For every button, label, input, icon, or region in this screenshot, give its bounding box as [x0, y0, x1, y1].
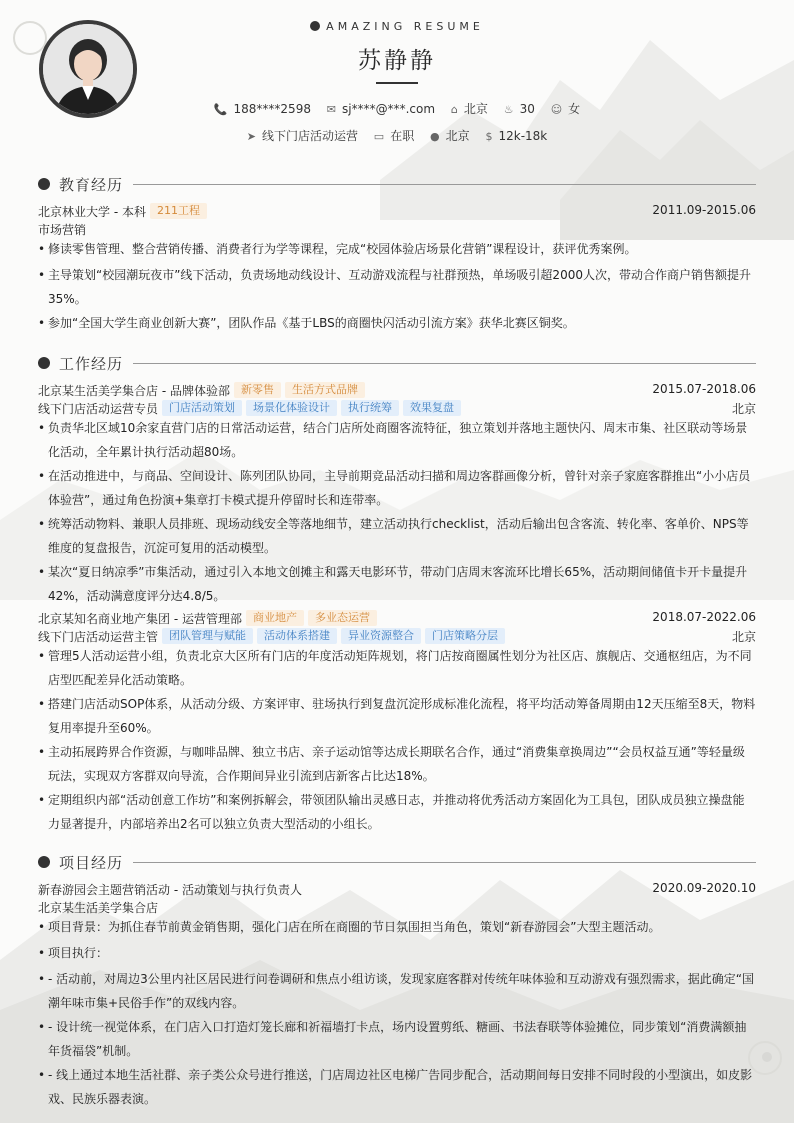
intent-status: ▭ 在职	[373, 129, 415, 143]
list-item: • 定期组织内部“活动创意工作坊”和案例拆解会，带领团队输出灵感日志，并推动将优秀活动方案固化为工具包，团队成员独立操盘能力显著提升，内部培养出2名可以独立负责大型活动的小组长。	[38, 793, 745, 831]
list-item: • 在活动推进中，与商品、空间设计、陈列团队协同，主导前期竞品活动扫描和周边客群画像分析，曾针对亲子家庭客群推出“小小店员体验营”，通过角色扮演+集章打卡模式提升停留时长和连带率。	[38, 469, 751, 507]
section-divider	[133, 363, 756, 364]
school-title: 北京林业大学 - 本科	[38, 205, 146, 219]
skill-tag: 异业资源整合	[341, 628, 421, 644]
skill-tag: 活动体系搭建	[257, 628, 337, 644]
section-project: 项目经历	[38, 852, 756, 872]
list-item: • 负责华北区域10余家直营门店的日常活动运营，结合门店所处商圈客流特征，独立策划并落地主题快闪、周末市集、社区联动等场景化活动，全年累计执行活动超80场。	[38, 421, 748, 459]
job-intent-row	[0, 127, 794, 144]
skill-tag: 场景化体验设计	[246, 400, 337, 416]
company-title: 北京某生活美学集合店 - 品牌体验部	[38, 384, 230, 398]
skill-tag: 效果复盘	[403, 400, 461, 416]
list-item: • 主导策划“校园潮玩夜市”线下活动，负责场地动线设计、互动游戏流程与社群预热，单场吸引超2000人次，带动合作商户销售额提升35%。	[38, 268, 751, 306]
list-item: • 某次“夏日纳凉季”市集活动，通过引入本地文创摊主和露天电影环节，带动门店周末客流环比增长65%，活动期间储值卡开卡量提升42%，活动满意度评分达4.8/5。	[38, 565, 748, 603]
list-item: • 主动拓展跨界合作资源，与咖啡品牌、独立书店、亲子运动馆等达成长期联名合作，通过“消费集章换周边”“会员权益互通”等轻量级玩法，实现双方客群双向导流，合作期间异业引流到店新客占比达18%。	[38, 745, 745, 783]
company-tag: 多业态运营	[308, 610, 377, 626]
gender-icon: ☺	[550, 103, 563, 116]
project-header	[38, 881, 756, 897]
list-item: • 项目执行：	[38, 946, 109, 960]
list-item: • - 设计统一视觉体系，在门店入口打造灯笼长廊和祈福墙打卡点，场内设置剪纸、糖画、书法春联等体验摊位，同步策划“消费满额抽年货福袋”机制。	[38, 1020, 747, 1058]
list-item: • 管理5人活动运营小组，负责北京大区所有门店的年度活动矩阵规划，将门店按商圈属性划分为社区店、旗舰店、交通枢纽店，为不同店型匹配差异化活动策略。	[38, 649, 752, 687]
education-header	[38, 203, 756, 219]
list-item: • 搭建门店活动SOP体系，从活动分级、方案评审、驻场执行到复盘沉淀形成标准化流程，将平均活动筹备周期由12天压缩至8天，物料复用率提升至60%。	[38, 697, 756, 735]
work-date: 2018.07-2022.06	[652, 610, 756, 624]
skill-tag: 门店活动策划	[162, 400, 242, 416]
list-item: • 统筹活动物料、兼职人员排班、现场动线安全等落地细节，建立活动执行checklist，活动后输出包含客流、转化率、客单价、NPS等维度的复盘报告，沉淀可复用的活动模型。	[38, 517, 749, 555]
location-icon: ●	[430, 130, 440, 143]
school-tag: 211工程	[150, 203, 207, 219]
contact-row	[0, 100, 794, 117]
work-header-1	[38, 382, 756, 398]
mail-icon: ✉	[326, 103, 337, 116]
intent-city: ● 北京	[430, 129, 470, 143]
contact-phone: 📞 188****2598	[213, 102, 311, 116]
salary-icon: $	[485, 130, 493, 143]
briefcase-icon: ▭	[373, 130, 385, 143]
name-underline	[376, 82, 418, 84]
contact-email: ✉ sj****@***.com	[326, 102, 436, 116]
home-icon: ⌂	[450, 103, 458, 116]
skill-tag: 团队管理与赋能	[162, 628, 253, 644]
education-date: 2011.09-2015.06	[652, 203, 756, 217]
work-city: 北京	[731, 402, 756, 416]
company-title: 北京某知名商业地产集团 - 运营管理部	[38, 612, 242, 626]
phone-icon: 📞	[213, 103, 228, 116]
skill-tag: 门店策略分层	[425, 628, 505, 644]
list-item: • 项目背景：为抓住春节前黄金销售期，强化门店在所在商圈的节日氛围担当角色，策划“新春游园会”大型主题活动。	[38, 920, 661, 934]
work-role-1	[38, 400, 756, 416]
section-work: 工作经历	[38, 353, 756, 373]
section-dot-icon	[38, 178, 50, 190]
project-title: 新春游园会主题营销活动 - 活动策划与执行负责人	[38, 883, 302, 897]
badge-dot-icon	[310, 21, 320, 31]
skill-tag: 执行统筹	[341, 400, 399, 416]
section-divider	[133, 184, 756, 185]
role-title: 线下门店活动运营主管	[38, 630, 159, 644]
intent-position: ➤ 线下门店活动运营	[246, 129, 358, 143]
project-org: 北京某生活美学集合店	[38, 901, 159, 915]
candidate-name: 苏静静	[358, 48, 436, 74]
list-item: • 参加“全国大学生商业创新大赛”，团队作品《基于LBS的商圈快闪活动引流方案》获华北赛区铜奖。	[38, 316, 575, 330]
section-education: 教育经历	[38, 174, 756, 194]
company-tag: 新零售	[234, 382, 281, 398]
education-major: 市场营销	[38, 223, 87, 237]
cake-icon: ♨	[503, 103, 514, 116]
contact-hometown: ⌂ 北京	[450, 102, 488, 116]
section-dot-icon	[38, 357, 50, 369]
contact-gender: ☺ 女	[550, 102, 581, 116]
work-date: 2015.07-2018.06	[652, 382, 756, 396]
role-title: 线下门店活动运营专员	[38, 402, 159, 416]
target-icon: ➤	[246, 130, 256, 143]
work-role-2	[38, 628, 756, 644]
contact-age: ♨ 30	[503, 102, 535, 116]
section-divider	[133, 862, 756, 863]
work-city: 北京	[731, 630, 756, 644]
list-item: • - 线上通过本地生活社群、亲子类公众号进行推送，门店周边社区电梯广告同步配合，活动期间每日安排不同时段的小型演出，如皮影戏、民族乐器表演。	[38, 1068, 753, 1106]
list-item: • 修读零售管理、整合营销传播、消费者行为学等课程，完成“校园体验店场景化营销”课程设计，获评优秀案例。	[38, 242, 637, 256]
intent-salary: $ 12k-18k	[485, 129, 548, 143]
project-date: 2020.09-2020.10	[652, 881, 756, 895]
list-item: • - 活动前，对周边3公里内社区居民进行问卷调研和焦点小组访谈，发现家庭客群对传统年味体验和互动游戏有强烈需求，据此确定“国潮年味市集+民俗手作”的双线内容。	[38, 972, 755, 1010]
company-tag: 商业地产	[246, 610, 304, 626]
work-header-2	[38, 610, 756, 626]
section-dot-icon	[38, 856, 50, 868]
company-tag: 生活方式品牌	[285, 382, 365, 398]
resume-badge: AMAZING RESUME	[0, 20, 794, 33]
